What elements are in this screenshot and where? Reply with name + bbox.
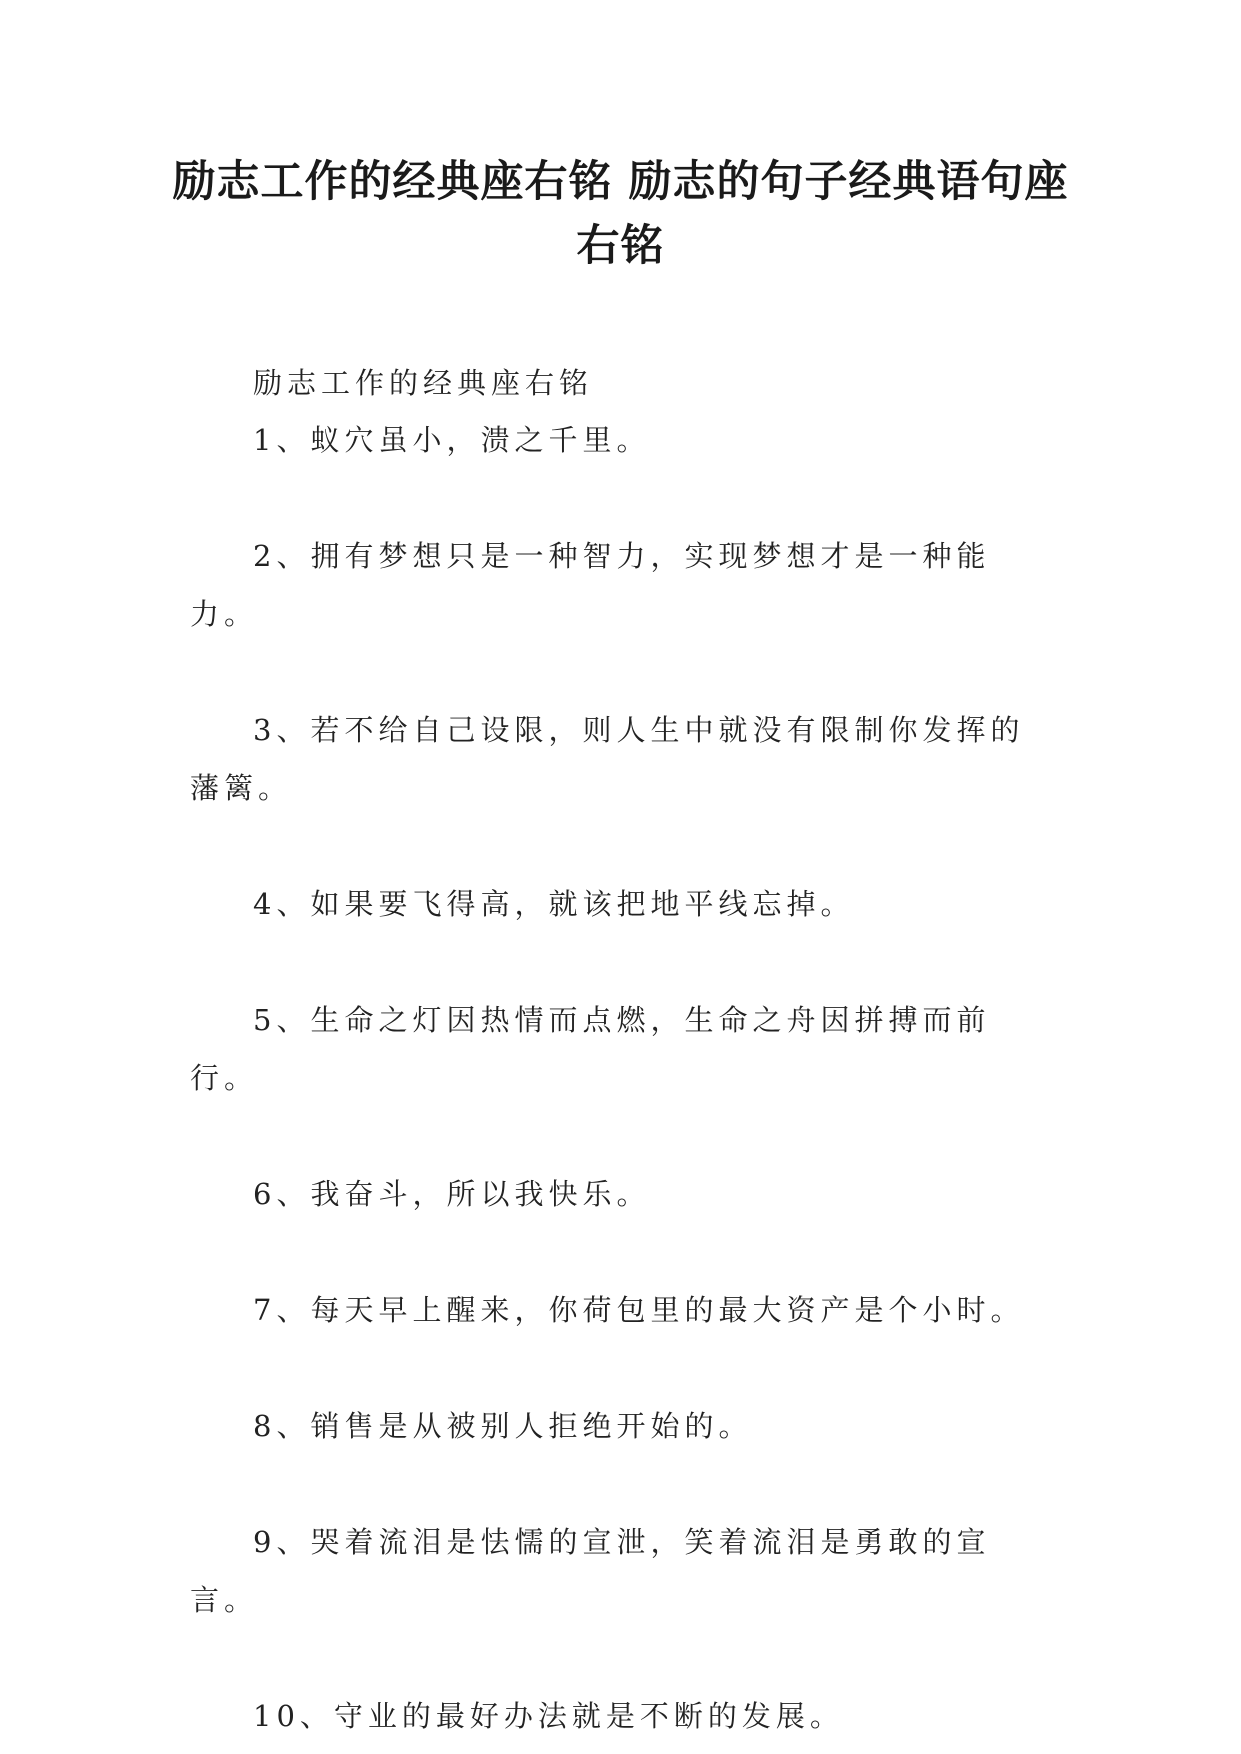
list-item: 8、销售是从被别人拒绝开始的。 (253, 1409, 753, 1443)
list-item: 2、拥有梦想只是一种智力，实现梦想才是一种能力。 (190, 539, 991, 631)
list-item: 9、哭着流泪是怯懦的宣泄，笑着流泪是勇敢的宣言。 (190, 1525, 991, 1617)
document-body (190, 355, 1050, 1745)
list-item: 3、若不给自己设限，则人生中就没有限制你发挥的藩篱。 (190, 713, 1025, 805)
list-item: 10、守业的最好办法就是不断的发展。 (253, 1699, 844, 1733)
list-item: 6、我奋斗，所以我快乐。 (253, 1177, 651, 1211)
list-item: 7、每天早上醒来，你荷包里的最大资产是个小时。 (253, 1293, 1025, 1327)
list-item: 1、蚁穴虽小，溃之千里。 (253, 423, 651, 457)
section-heading: 励志工作的经典座右铭 (253, 366, 594, 400)
list-item: 5、生命之灯因热情而点燃，生命之舟因拼搏而前行。 (190, 1003, 991, 1095)
list-item: 4、如果要飞得高，就该把地平线忘掉。 (253, 887, 855, 921)
document-title: 励志工作的经典座右铭 励志的句子经典语句座右铭 (172, 157, 1069, 271)
